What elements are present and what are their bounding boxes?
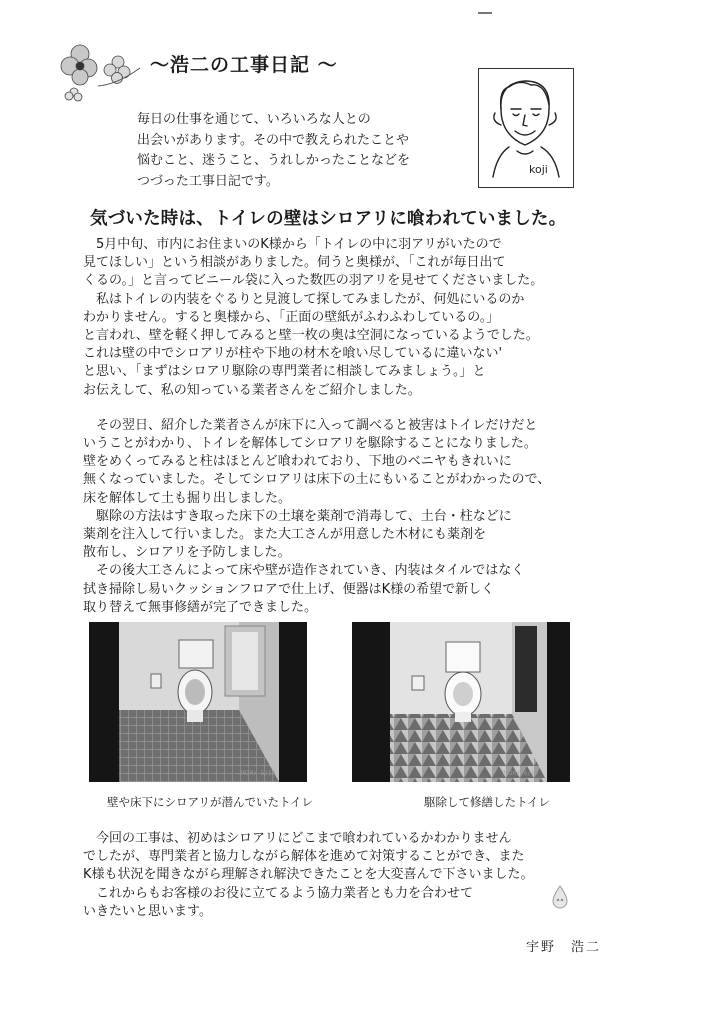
body-line: 薬剤を注入して行いました。また大工さんが用意した木材にも薬剤を [83, 527, 487, 543]
clover-icon [58, 40, 146, 106]
body-line: お伝えして、私の知っている業者さんをご紹介しました。 [83, 382, 421, 398]
closing-line: これからもお客様のお役に立てるよう協力業者とも力を合わせて [83, 885, 474, 901]
closing-line: いきたいと思います。 [83, 903, 212, 919]
intro-line: 悩むこと、迷うこと、うれしかったことなどを [137, 153, 411, 168]
intro-line: 出会いがあります。その中で教えられたことや [137, 132, 409, 148]
toilet-after-image [352, 622, 570, 782]
scan-mark [478, 12, 492, 14]
intro-text [137, 110, 477, 192]
body-line: これは壁の中でシロアリが柱や下地の材木を喰い尽しているに違いない' [83, 346, 503, 362]
toilet-before-image [89, 622, 307, 782]
body-line: くるの。」と言ってビニール袋に入った数匹の羽アリを見せてくださいました。 [83, 273, 544, 289]
article-headline: 気づいた時は、トイレの壁はシロアリに喰われていました。 [90, 209, 567, 229]
photo-date-stamp: 2020/ 6/16 [502, 770, 539, 777]
body-line: 壁をめくってみると柱はほとんど喰われており、下地のベニヤもきれいに [83, 454, 512, 470]
body-line: 無くなっていました。そしてシロアリは床下の土にもいることがわかったので、 [83, 472, 551, 488]
body-line: と言われ、壁を軽く押してみると壁一枚の奥は空洞になっているようでした。 [83, 328, 539, 344]
body-line: その翌日、紹介した業者さんが床下に入って調べると被害はトイレだけだと [83, 417, 538, 433]
page-title: ～浩二の工事日記 ～ [150, 54, 338, 76]
water-drop-icon [549, 884, 571, 910]
closing-line: でしたが、専門業者と協力しながら解体を進めて対策することができ、また [83, 849, 525, 865]
body-line: わかりません。すると奥様から、「正面の壁紙がふわふわしているの。」 [83, 309, 500, 325]
body-line: 拭き掃除し易いクッションフロアで仕上げ、便器はK様の希望で新しく [83, 581, 495, 597]
before-photo-caption: 壁や床下にシロアリが潜んでいたトイレ [107, 795, 313, 809]
body-line: 私はトイレの内装をぐるりと見渡して探してみましたが、何処にいるのか [83, 291, 525, 307]
body-line: 取り替えて無事修繕が完了できました。 [83, 599, 318, 615]
body-line: いうことがわかり、トイレを解体してシロアリを駆除することになりました。 [83, 436, 537, 452]
body-line: 床を解体して土も掘り出しました。 [83, 490, 292, 506]
portrait-sketch-icon [479, 69, 573, 187]
article-body [83, 236, 643, 617]
body-line: と思い、「まずはシロアリ駆除の専門業者に相談してみましょう。」と [83, 364, 486, 380]
intro-line: 毎日の仕事を通じて、いろいろな人との [137, 112, 371, 127]
closing-line: 今回の工事は、初めはシロアリにどこまで喰われているかわかりません [83, 831, 512, 846]
author-signature: 宇野 浩二 [526, 940, 602, 955]
photo-date-stamp: 2020/ 5/19 [239, 770, 276, 777]
body-line: 駆除の方法はすき取った床下の土壌を薬剤で消毒して、土台・柱などに [83, 508, 512, 524]
author-portrait [478, 68, 574, 188]
after-photo-caption: 駆除して修繕したトイレ [424, 795, 550, 809]
closing-line: K様も状況を聞きながら理解され解決できたことを大変喜んで下さいました。 [83, 867, 534, 883]
after-photo [352, 622, 570, 782]
body-line: 見てほしい」という相談がありました。伺うと奥様が、「これが毎日出て [83, 255, 506, 271]
intro-line: つづった工事日記です。 [137, 173, 279, 189]
body-line: その後大工さんによって床や壁が造作されていき、内装はタイルではなく [83, 563, 525, 579]
body-line: 5月中旬、市内にお住まいのK様から「トイレの中に羽アリがいたので [83, 237, 502, 252]
paragraph-gap [83, 400, 643, 417]
before-photo [89, 622, 307, 782]
body-line: 散布し、シロアリを予防しました。 [83, 545, 291, 561]
portrait-signature: koji [529, 163, 548, 176]
